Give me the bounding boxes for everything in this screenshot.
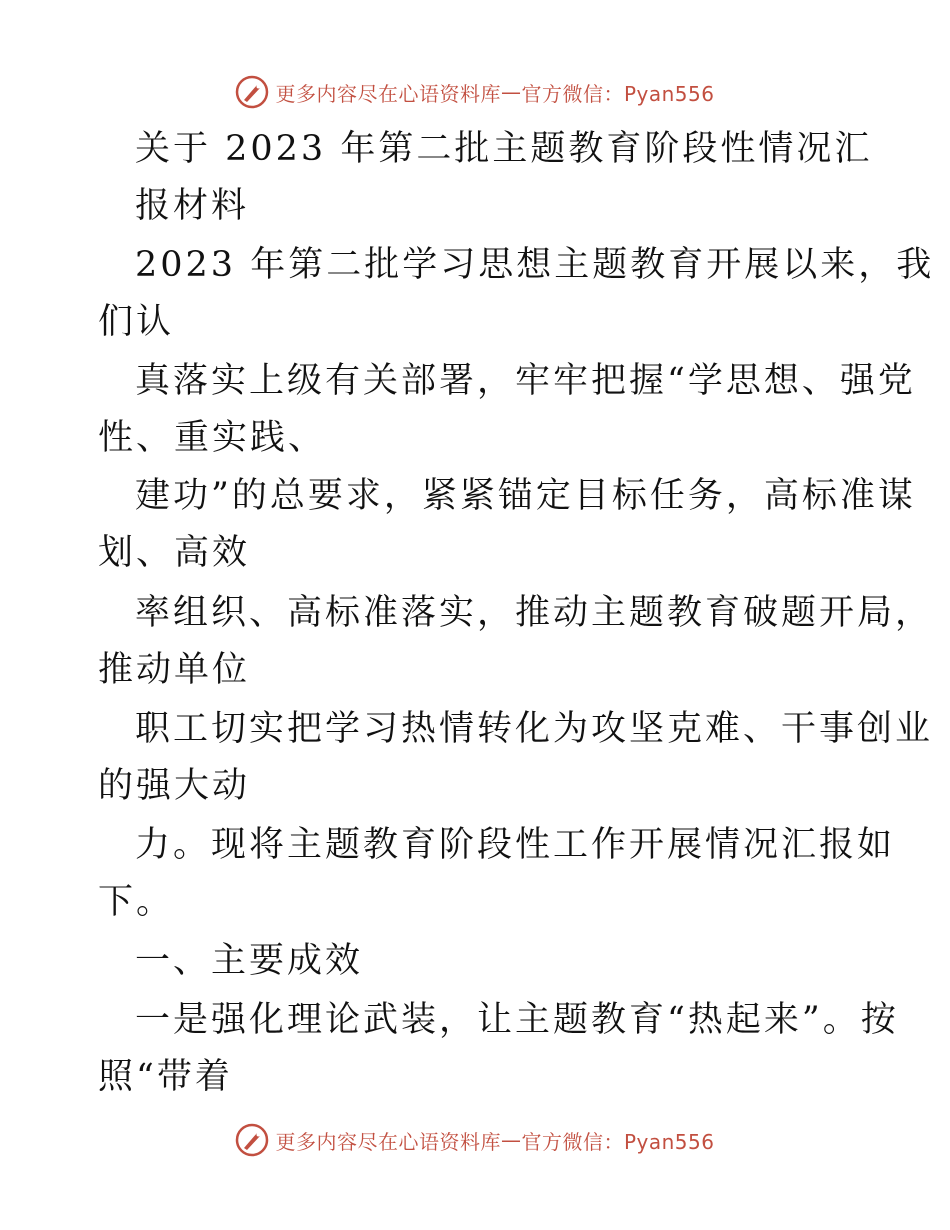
watermark-separator: — [500,80,522,104]
watermark-contact-text: 官方微信：Pyan556 [521,1129,715,1154]
watermark-site-text: 更多内容尽在心语资料库 [275,81,501,106]
paragraph-line: 职工切实把学习热情转化为攻坚克难、干事创业 [135,709,934,749]
paragraph-line: 照“带着 [98,1057,233,1097]
section-heading: 一、主要成效 [135,941,364,981]
watermark-separator: — [500,1128,522,1152]
paragraph-line: 下。 [98,882,175,922]
paragraph-line: 力。现将主题教育阶段性工作开展情况汇报如 [135,825,896,865]
document-title-line-2: 报材料 [135,186,250,226]
document-title-line-1: 关于 2023 年第二批主题教育阶段性情况汇 [135,129,873,169]
paragraph-line: 一是强化理论武装，让主题教育“热起来”。按 [135,1000,899,1040]
paragraph-line: 划、高效 [98,533,251,573]
watermark-footer [0,1120,950,1160]
pen-in-circle-logo-icon [235,1123,269,1157]
paragraph-line: 2023 年第二批学习思想主题教育开展以来，我 [135,245,935,285]
paragraph-line: 推动单位 [98,650,251,690]
paragraph-line: 真落实上级有关部署，牢牢把握“学思想、强党 [135,361,916,401]
watermark-header [0,72,950,112]
pen-in-circle-logo-icon [235,75,269,109]
paragraph-line: 们认 [98,302,175,342]
watermark-contact-text: 官方微信：Pyan556 [521,81,715,106]
paragraph-line: 建功”的总要求，紧紧锚定目标任务，高标准谋 [135,476,916,516]
paragraph-line: 率组织、高标准落实，推动主题教育破题开局， [135,593,934,633]
paragraph-line: 的强大动 [98,766,251,806]
watermark-site-text: 更多内容尽在心语资料库 [275,1129,501,1154]
paragraph-line: 性、重实践、 [98,418,327,458]
